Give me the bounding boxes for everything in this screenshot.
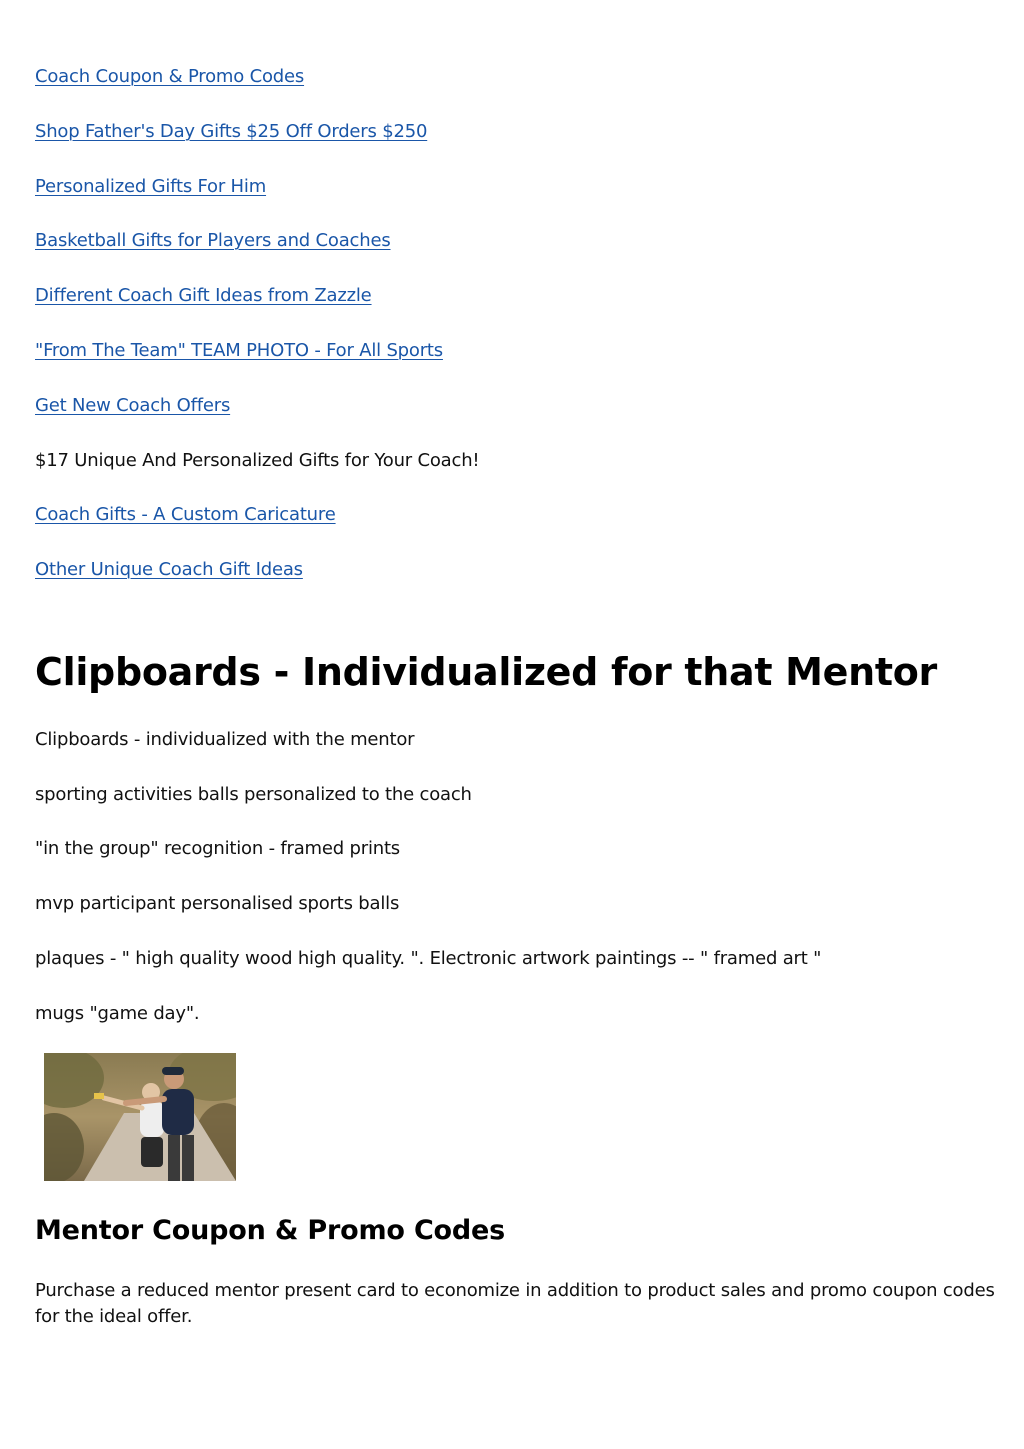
section-heading: Mentor Coupon & Promo Codes — [35, 1215, 506, 1246]
link-personalized-gifts[interactable]: Personalized Gifts For Him — [35, 176, 267, 197]
link-other-ideas[interactable]: Other Unique Coach Gift Ideas — [35, 559, 303, 580]
coach-training-photo — [44, 1053, 236, 1181]
link-fathers-day-gifts[interactable]: Shop Father's Day Gifts $25 Off Orders $250 — [35, 121, 428, 142]
list-item: sporting activities balls personalized to the coach — [35, 784, 472, 805]
promo-text: $17 Unique And Personalized Gifts for Your Coach! — [35, 450, 480, 471]
list-item: plaques - " high quality wood high quality. ". Electronic artwork paintings -- " framed art " — [35, 948, 822, 969]
list-item: "in the group" recognition - framed prints — [35, 838, 400, 859]
list-item: mvp participant personalised sports balls — [35, 893, 400, 914]
link-new-offers[interactable]: Get New Coach Offers — [35, 395, 231, 416]
link-basketball-gifts[interactable]: Basketball Gifts for Players and Coaches — [35, 230, 391, 251]
link-custom-caricature[interactable]: Coach Gifts - A Custom Caricature — [35, 504, 336, 525]
link-coach-coupon[interactable]: Coach Coupon & Promo Codes — [35, 66, 305, 87]
body-paragraph: Purchase a reduced mentor present card to economize in addition to product sales and promo coupon codes for the ideal offer. — [35, 1280, 995, 1327]
link-team-photo[interactable]: "From The Team" TEAM PHOTO - For All Sports — [35, 340, 443, 361]
list-item: mugs "game day". — [35, 1003, 200, 1024]
list-item: Clipboards - individualized with the mentor — [35, 729, 415, 750]
page-heading: Clipboards - Individualized for that Mentor — [35, 650, 937, 694]
link-zazzle-ideas[interactable]: Different Coach Gift Ideas from Zazzle — [35, 285, 372, 306]
